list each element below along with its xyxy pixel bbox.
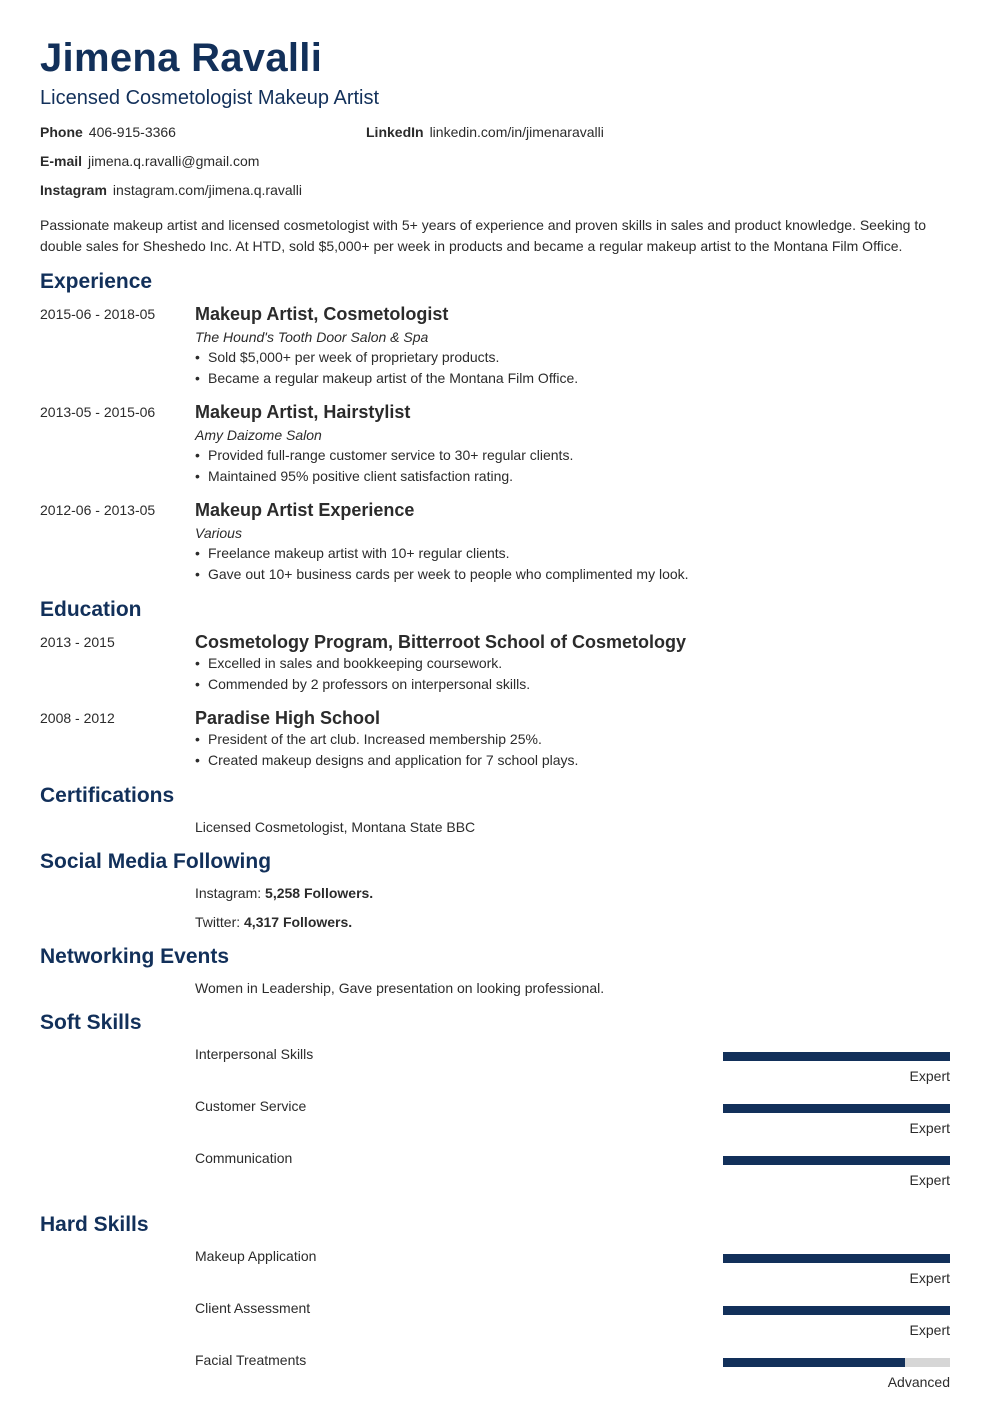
entry-date: 2013-05 - 2015-06 bbox=[40, 404, 156, 420]
social-heading: Social Media Following bbox=[40, 850, 272, 873]
bullet-item: • Created makeup designs and application for 7 school plays. bbox=[195, 750, 950, 771]
entry-body bbox=[195, 499, 950, 585]
social-platform: Instagram: bbox=[195, 885, 262, 901]
email-value[interactable]: jimena.q.ravalli@gmail.com bbox=[88, 153, 260, 169]
summary-text: Passionate makeup artist and licensed cosmetologist with 5+ years of experience and proven skills in sales and product knowledge. Seeking to double sales for Sheshedo Inc. At HTD, sold $5,000+ per week in products and became a regular makeup artist to the Montana Film Office. bbox=[40, 217, 927, 254]
skill-bar bbox=[723, 1156, 950, 1165]
education-entry bbox=[40, 631, 950, 695]
skill-bar bbox=[723, 1306, 950, 1315]
entry-date: 2012-06 - 2013-05 bbox=[40, 502, 156, 518]
bullet-item: • Freelance makeup artist with 10+ regular clients. bbox=[195, 543, 950, 564]
bullet-item: • Provided full-range customer service to 30+ regular clients. bbox=[195, 445, 950, 466]
skill-bar-fill bbox=[723, 1254, 950, 1263]
phone-value: 406-915-3366 bbox=[88, 124, 176, 140]
bullet-item: • Became a regular makeup artist of the Montana Film Office. bbox=[195, 368, 950, 389]
skill-name: Communication bbox=[195, 1150, 293, 1166]
bullet-item: • Excelled in sales and bookkeeping coursework. bbox=[195, 653, 950, 674]
job-title: Makeup Artist Experience bbox=[195, 500, 415, 520]
entry-date: 2008 - 2012 bbox=[40, 710, 115, 726]
contact-phone bbox=[40, 123, 176, 141]
bullet-item: • Gave out 10+ business cards per week to people who complimented my look. bbox=[195, 564, 950, 585]
certifications-heading: Certifications bbox=[40, 784, 175, 807]
education-heading: Education bbox=[40, 598, 142, 621]
education-entry bbox=[40, 707, 950, 771]
candidate-name: Jimena Ravalli bbox=[40, 36, 323, 80]
program-title: Cosmetology Program, Bitterroot School of Cosmetology bbox=[195, 632, 687, 652]
email-label: E-mail bbox=[40, 153, 83, 169]
bullet-list bbox=[195, 445, 950, 487]
education-list bbox=[40, 631, 950, 771]
social-item bbox=[195, 883, 950, 903]
bullet-item: • Sold $5,000+ per week of proprietary products. bbox=[195, 347, 950, 368]
skill-level: Expert bbox=[909, 1270, 950, 1286]
skill-name: Client Assessment bbox=[195, 1300, 311, 1316]
contact-block bbox=[40, 123, 950, 211]
resume-page bbox=[40, 36, 950, 1402]
networking-heading: Networking Events bbox=[40, 945, 230, 968]
skill-name: Facial Treatments bbox=[195, 1352, 307, 1368]
entry-body bbox=[195, 631, 950, 695]
entry-body bbox=[195, 401, 950, 487]
skill-bar bbox=[723, 1254, 950, 1263]
phone-label: Phone bbox=[40, 124, 83, 140]
social-item bbox=[195, 912, 950, 932]
networking-text: Women in Leadership, Gave presentation on looking professional. bbox=[195, 980, 605, 996]
experience-list bbox=[40, 303, 950, 585]
skill-row bbox=[40, 1246, 950, 1298]
social-platform: Twitter: bbox=[195, 914, 241, 930]
skill-level: Advanced bbox=[887, 1374, 950, 1390]
bullet-item: • Maintained 95% positive client satisfaction rating. bbox=[195, 466, 950, 487]
skill-name: Customer Service bbox=[195, 1098, 307, 1114]
skill-bar-fill bbox=[723, 1156, 950, 1165]
skill-level: Expert bbox=[909, 1172, 950, 1188]
skill-bar-fill bbox=[723, 1306, 950, 1315]
employer-name: The Hound's Tooth Door Salon & Spa bbox=[195, 329, 429, 345]
skill-bar-fill bbox=[723, 1358, 905, 1367]
contact-email bbox=[40, 152, 259, 170]
skill-row bbox=[40, 1096, 950, 1148]
hard-skills-list bbox=[40, 1246, 950, 1402]
skill-bar bbox=[723, 1104, 950, 1113]
contact-instagram bbox=[40, 181, 302, 199]
skill-row bbox=[40, 1298, 950, 1350]
entry-date: 2015-06 - 2018-05 bbox=[40, 306, 156, 322]
instagram-value[interactable]: instagram.com/jimena.q.ravalli bbox=[112, 182, 302, 198]
job-title: Makeup Artist, Hairstylist bbox=[195, 402, 411, 422]
skill-level: Expert bbox=[909, 1068, 950, 1084]
certification-text: Licensed Cosmetologist, Montana State BBC bbox=[195, 819, 476, 835]
bullet-item: • President of the art club. Increased membership 25%. bbox=[195, 729, 950, 750]
skill-row bbox=[40, 1350, 950, 1402]
bullet-item: • Commended by 2 professors on interpersonal skills. bbox=[195, 674, 950, 695]
social-count: 4,317 Followers. bbox=[244, 914, 353, 930]
bullet-list bbox=[195, 653, 950, 695]
hard-skills-heading: Hard Skills bbox=[40, 1213, 149, 1236]
entry-body bbox=[195, 303, 950, 389]
soft-skills-list bbox=[40, 1044, 950, 1200]
contact-linkedin bbox=[366, 123, 604, 141]
candidate-headline: Licensed Cosmetologist Makeup Artist bbox=[40, 87, 380, 109]
skill-row bbox=[40, 1044, 950, 1096]
entry-date: 2013 - 2015 bbox=[40, 634, 115, 650]
employer-name: Amy Daizome Salon bbox=[195, 427, 322, 443]
social-count: 5,258 Followers. bbox=[265, 885, 374, 901]
bullet-list bbox=[195, 543, 950, 585]
bullet-list bbox=[195, 347, 950, 389]
experience-entry bbox=[40, 303, 950, 389]
experience-entry bbox=[40, 401, 950, 487]
bullet-list bbox=[195, 729, 950, 771]
linkedin-value[interactable]: linkedin.com/in/jimenaravalli bbox=[429, 124, 604, 140]
program-title: Paradise High School bbox=[195, 708, 381, 728]
entry-body bbox=[195, 707, 950, 771]
experience-heading: Experience bbox=[40, 270, 153, 293]
employer-name: Various bbox=[195, 525, 242, 541]
skill-name: Makeup Application bbox=[195, 1248, 317, 1264]
skill-row bbox=[40, 1148, 950, 1200]
skill-level: Expert bbox=[909, 1322, 950, 1338]
skill-bar-fill bbox=[723, 1104, 950, 1113]
job-title: Makeup Artist, Cosmetologist bbox=[195, 304, 449, 324]
experience-entry bbox=[40, 499, 950, 585]
skill-bar bbox=[723, 1052, 950, 1061]
skill-bar-fill bbox=[723, 1052, 950, 1061]
skill-name: Interpersonal Skills bbox=[195, 1046, 314, 1062]
linkedin-label: LinkedIn bbox=[366, 124, 424, 140]
instagram-label: Instagram bbox=[40, 182, 107, 198]
skill-bar bbox=[723, 1358, 950, 1367]
soft-skills-heading: Soft Skills bbox=[40, 1011, 142, 1034]
skill-level: Expert bbox=[909, 1120, 950, 1136]
